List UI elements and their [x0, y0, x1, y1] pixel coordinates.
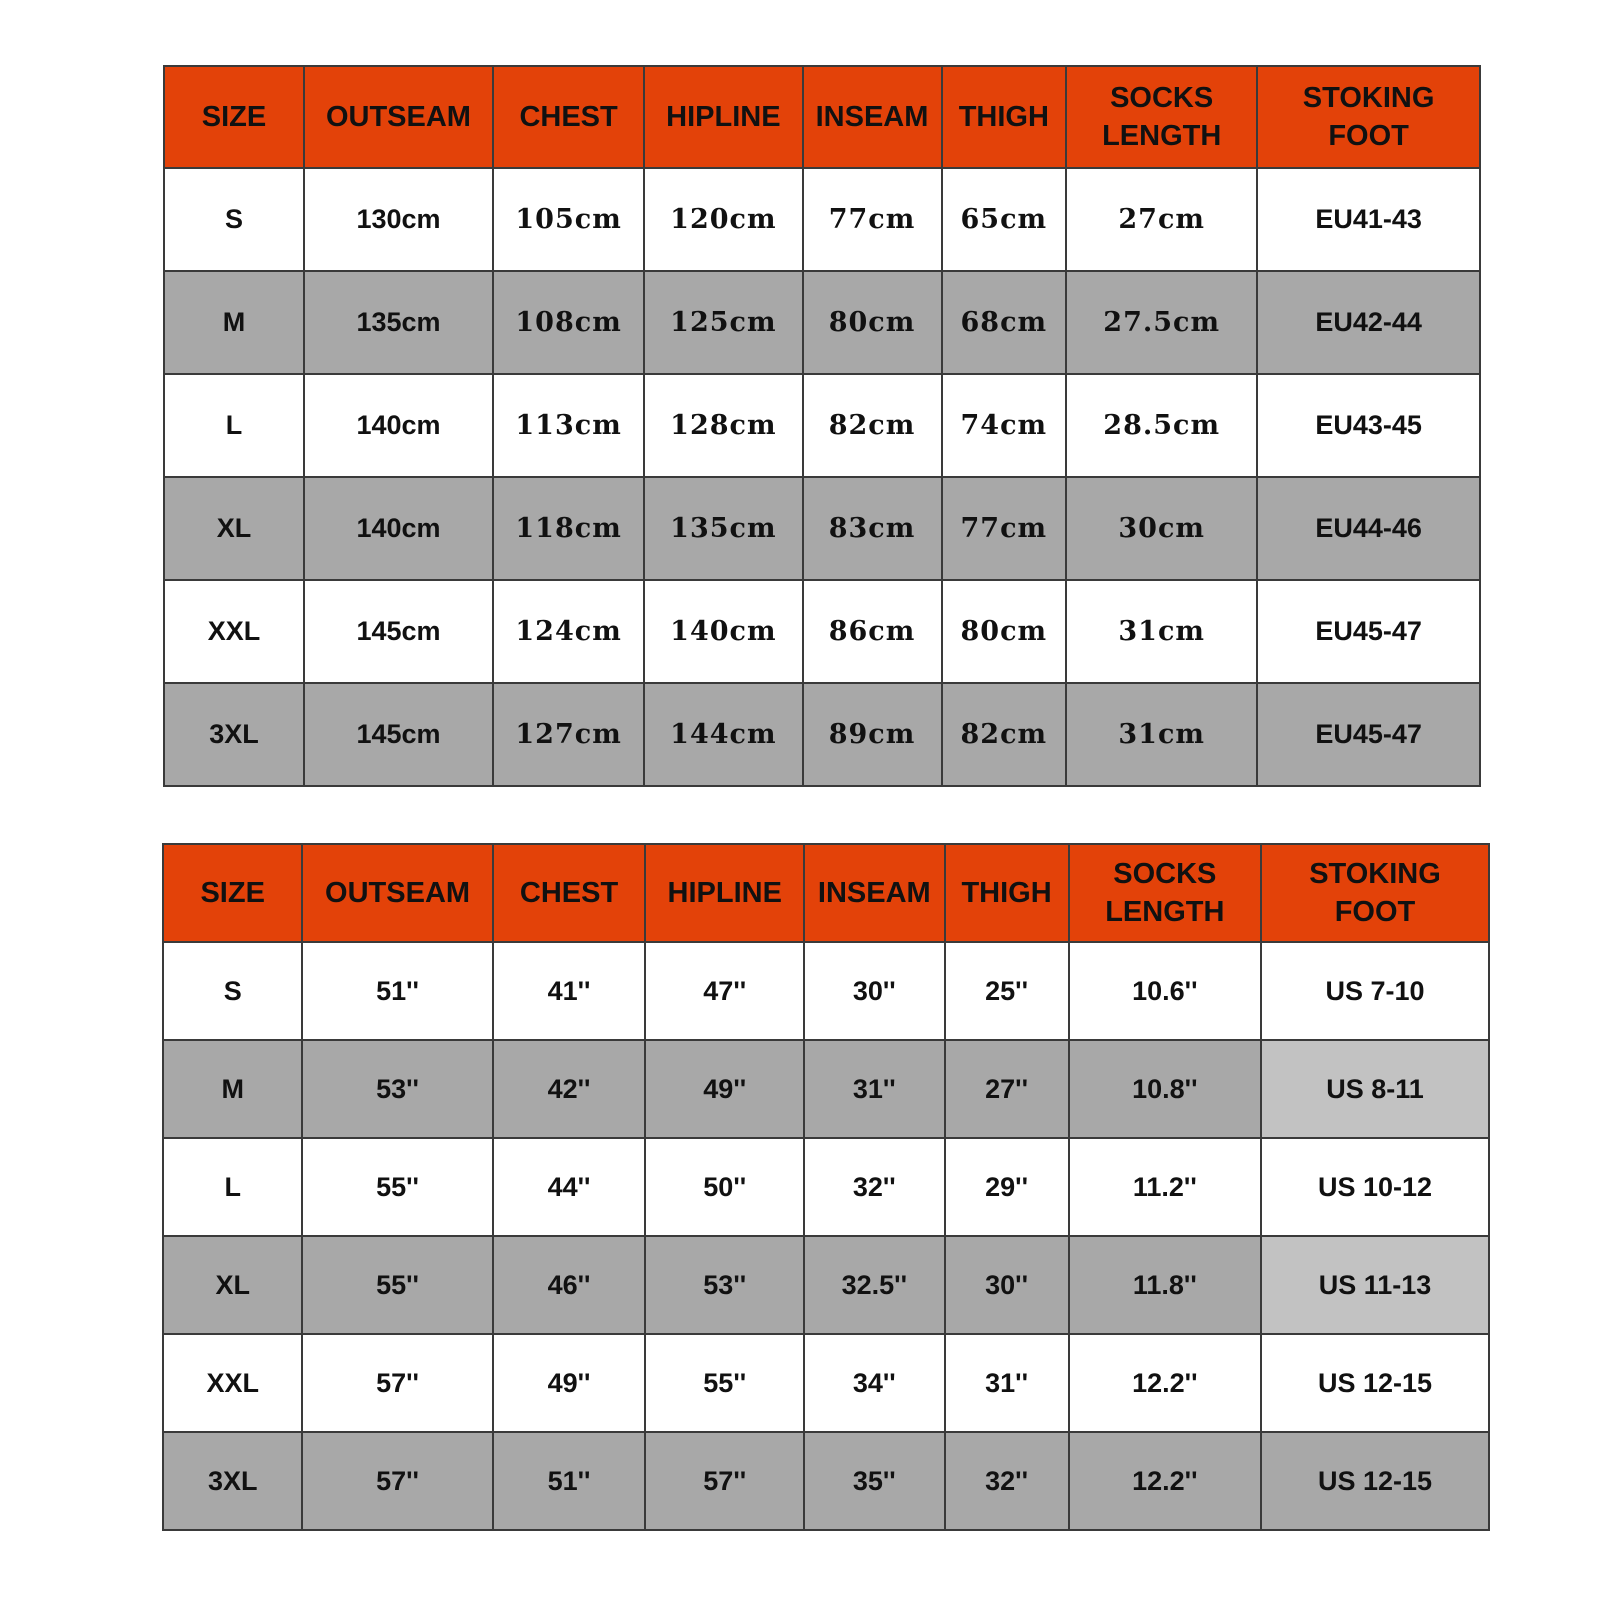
cell-outseam: 57'' — [302, 1432, 492, 1530]
cell-outseam: 140cm — [304, 477, 493, 580]
cell-inseam: 89cm — [803, 683, 942, 786]
table-row — [163, 1236, 1489, 1334]
cell-stoking-foot: US 12-15 — [1261, 1334, 1489, 1432]
cell-thigh: 65cm — [942, 168, 1067, 271]
table-row — [164, 477, 1480, 580]
header-hipline: HIPLINE — [645, 844, 804, 942]
cell-stoking-foot: US 12-15 — [1261, 1432, 1489, 1530]
cell-stoking-foot: US 8-11 — [1261, 1040, 1489, 1138]
table-body — [163, 942, 1489, 1530]
cell-hipline: 135cm — [644, 477, 802, 580]
cell-size: XXL — [163, 1334, 302, 1432]
cell-stoking-foot: EU42-44 — [1257, 271, 1480, 374]
cell-chest: 49'' — [493, 1334, 646, 1432]
table-row — [164, 271, 1480, 374]
cell-outseam: 135cm — [304, 271, 493, 374]
header-inseam: INSEAM — [804, 844, 944, 942]
cell-inseam: 35'' — [804, 1432, 944, 1530]
cell-size: XL — [163, 1236, 302, 1334]
cell-inseam: 31'' — [804, 1040, 944, 1138]
header-outseam: OUTSEAM — [304, 66, 493, 168]
cell-hipline: 125cm — [644, 271, 802, 374]
cell-chest: 105cm — [493, 168, 644, 271]
cell-hipline: 128cm — [644, 374, 802, 477]
cell-outseam: 145cm — [304, 580, 493, 683]
cell-size: XL — [164, 477, 304, 580]
cell-stoking-foot: EU45-47 — [1257, 683, 1480, 786]
cell-inseam: 30'' — [804, 942, 944, 1040]
header-inseam: INSEAM — [803, 66, 942, 168]
header-chest: CHEST — [493, 844, 646, 942]
table-row — [164, 683, 1480, 786]
cell-socks-length: 11.2'' — [1069, 1138, 1261, 1236]
cell-outseam: 130cm — [304, 168, 493, 271]
header-hipline: HIPLINE — [644, 66, 802, 168]
table-row — [164, 374, 1480, 477]
cell-inseam: 82cm — [803, 374, 942, 477]
cell-inseam: 86cm — [803, 580, 942, 683]
header-stoking-foot: STOKING FOOT — [1257, 66, 1480, 168]
cell-chest: 113cm — [493, 374, 644, 477]
cell-socks-length: 30cm — [1066, 477, 1257, 580]
cell-hipline: 55'' — [645, 1334, 804, 1432]
cell-thigh: 68cm — [942, 271, 1067, 374]
cell-chest: 44'' — [493, 1138, 646, 1236]
header-outseam: OUTSEAM — [302, 844, 492, 942]
size-chart-inch-table — [162, 843, 1490, 1531]
header-socks-length: SOCKS LENGTH — [1066, 66, 1257, 168]
cell-stoking-foot: EU43-45 — [1257, 374, 1480, 477]
table-row — [163, 1040, 1489, 1138]
cell-size: 3XL — [163, 1432, 302, 1530]
cell-socks-length: 10.6'' — [1069, 942, 1261, 1040]
cell-thigh: 30'' — [945, 1236, 1069, 1334]
cell-thigh: 82cm — [942, 683, 1067, 786]
cell-stoking-foot: EU45-47 — [1257, 580, 1480, 683]
table-body — [164, 168, 1480, 786]
cell-outseam: 51'' — [302, 942, 492, 1040]
cell-chest: 127cm — [493, 683, 644, 786]
cell-socks-length: 27.5cm — [1066, 271, 1257, 374]
cell-inseam: 83cm — [803, 477, 942, 580]
header-size: SIZE — [164, 66, 304, 168]
header-stoking-foot: STOKING FOOT — [1261, 844, 1489, 942]
cell-size: L — [163, 1138, 302, 1236]
cell-socks-length: 12.2'' — [1069, 1432, 1261, 1530]
cell-stoking-foot: EU41-43 — [1257, 168, 1480, 271]
cell-hipline: 144cm — [644, 683, 802, 786]
cell-socks-length: 27cm — [1066, 168, 1257, 271]
cell-socks-length: 31cm — [1066, 580, 1257, 683]
cell-inseam: 34'' — [804, 1334, 944, 1432]
cell-outseam: 57'' — [302, 1334, 492, 1432]
cell-stoking-foot: EU44-46 — [1257, 477, 1480, 580]
cell-chest: 42'' — [493, 1040, 646, 1138]
size-chart-cm-table — [163, 65, 1481, 787]
cell-size: M — [163, 1040, 302, 1138]
cell-stoking-foot: US 7-10 — [1261, 942, 1489, 1040]
cell-hipline: 47'' — [645, 942, 804, 1040]
cell-inseam: 32.5'' — [804, 1236, 944, 1334]
header-thigh: THIGH — [942, 66, 1067, 168]
cell-thigh: 77cm — [942, 477, 1067, 580]
cell-outseam: 55'' — [302, 1138, 492, 1236]
cell-socks-length: 10.8'' — [1069, 1040, 1261, 1138]
cell-inseam: 77cm — [803, 168, 942, 271]
cell-size: L — [164, 374, 304, 477]
cell-thigh: 80cm — [942, 580, 1067, 683]
cell-hipline: 50'' — [645, 1138, 804, 1236]
header-chest: CHEST — [493, 66, 644, 168]
header-size: SIZE — [163, 844, 302, 942]
cell-outseam: 145cm — [304, 683, 493, 786]
cell-chest: 124cm — [493, 580, 644, 683]
cell-size: M — [164, 271, 304, 374]
table-row — [164, 580, 1480, 683]
cell-socks-length: 31cm — [1066, 683, 1257, 786]
cell-socks-length: 11.8'' — [1069, 1236, 1261, 1334]
cell-inseam: 32'' — [804, 1138, 944, 1236]
table-row — [163, 1138, 1489, 1236]
cell-stoking-foot: US 10-12 — [1261, 1138, 1489, 1236]
cell-chest: 41'' — [493, 942, 646, 1040]
cell-thigh: 74cm — [942, 374, 1067, 477]
cell-outseam: 140cm — [304, 374, 493, 477]
cell-socks-length: 12.2'' — [1069, 1334, 1261, 1432]
cell-hipline: 120cm — [644, 168, 802, 271]
table-row — [163, 1432, 1489, 1530]
cell-thigh: 31'' — [945, 1334, 1069, 1432]
cell-chest: 46'' — [493, 1236, 646, 1334]
cell-thigh: 32'' — [945, 1432, 1069, 1530]
cell-inseam: 80cm — [803, 271, 942, 374]
cell-socks-length: 28.5cm — [1066, 374, 1257, 477]
cell-thigh: 29'' — [945, 1138, 1069, 1236]
header-row — [164, 66, 1480, 168]
cell-outseam: 55'' — [302, 1236, 492, 1334]
header-socks-length: SOCKS LENGTH — [1069, 844, 1261, 942]
cell-outseam: 53'' — [302, 1040, 492, 1138]
table-row — [163, 942, 1489, 1040]
header-thigh: THIGH — [945, 844, 1069, 942]
cell-chest: 118cm — [493, 477, 644, 580]
header-row — [163, 844, 1489, 942]
cell-size: S — [164, 168, 304, 271]
cell-thigh: 25'' — [945, 942, 1069, 1040]
cell-chest: 51'' — [493, 1432, 646, 1530]
table-header — [164, 66, 1480, 168]
cell-hipline: 57'' — [645, 1432, 804, 1530]
cell-size: S — [163, 942, 302, 1040]
cell-chest: 108cm — [493, 271, 644, 374]
table-header — [163, 844, 1489, 942]
cell-hipline: 49'' — [645, 1040, 804, 1138]
table-row — [163, 1334, 1489, 1432]
cell-hipline: 140cm — [644, 580, 802, 683]
cell-size: XXL — [164, 580, 304, 683]
cell-hipline: 53'' — [645, 1236, 804, 1334]
cell-thigh: 27'' — [945, 1040, 1069, 1138]
cell-stoking-foot: US 11-13 — [1261, 1236, 1489, 1334]
table-row — [164, 168, 1480, 271]
cell-size: 3XL — [164, 683, 304, 786]
